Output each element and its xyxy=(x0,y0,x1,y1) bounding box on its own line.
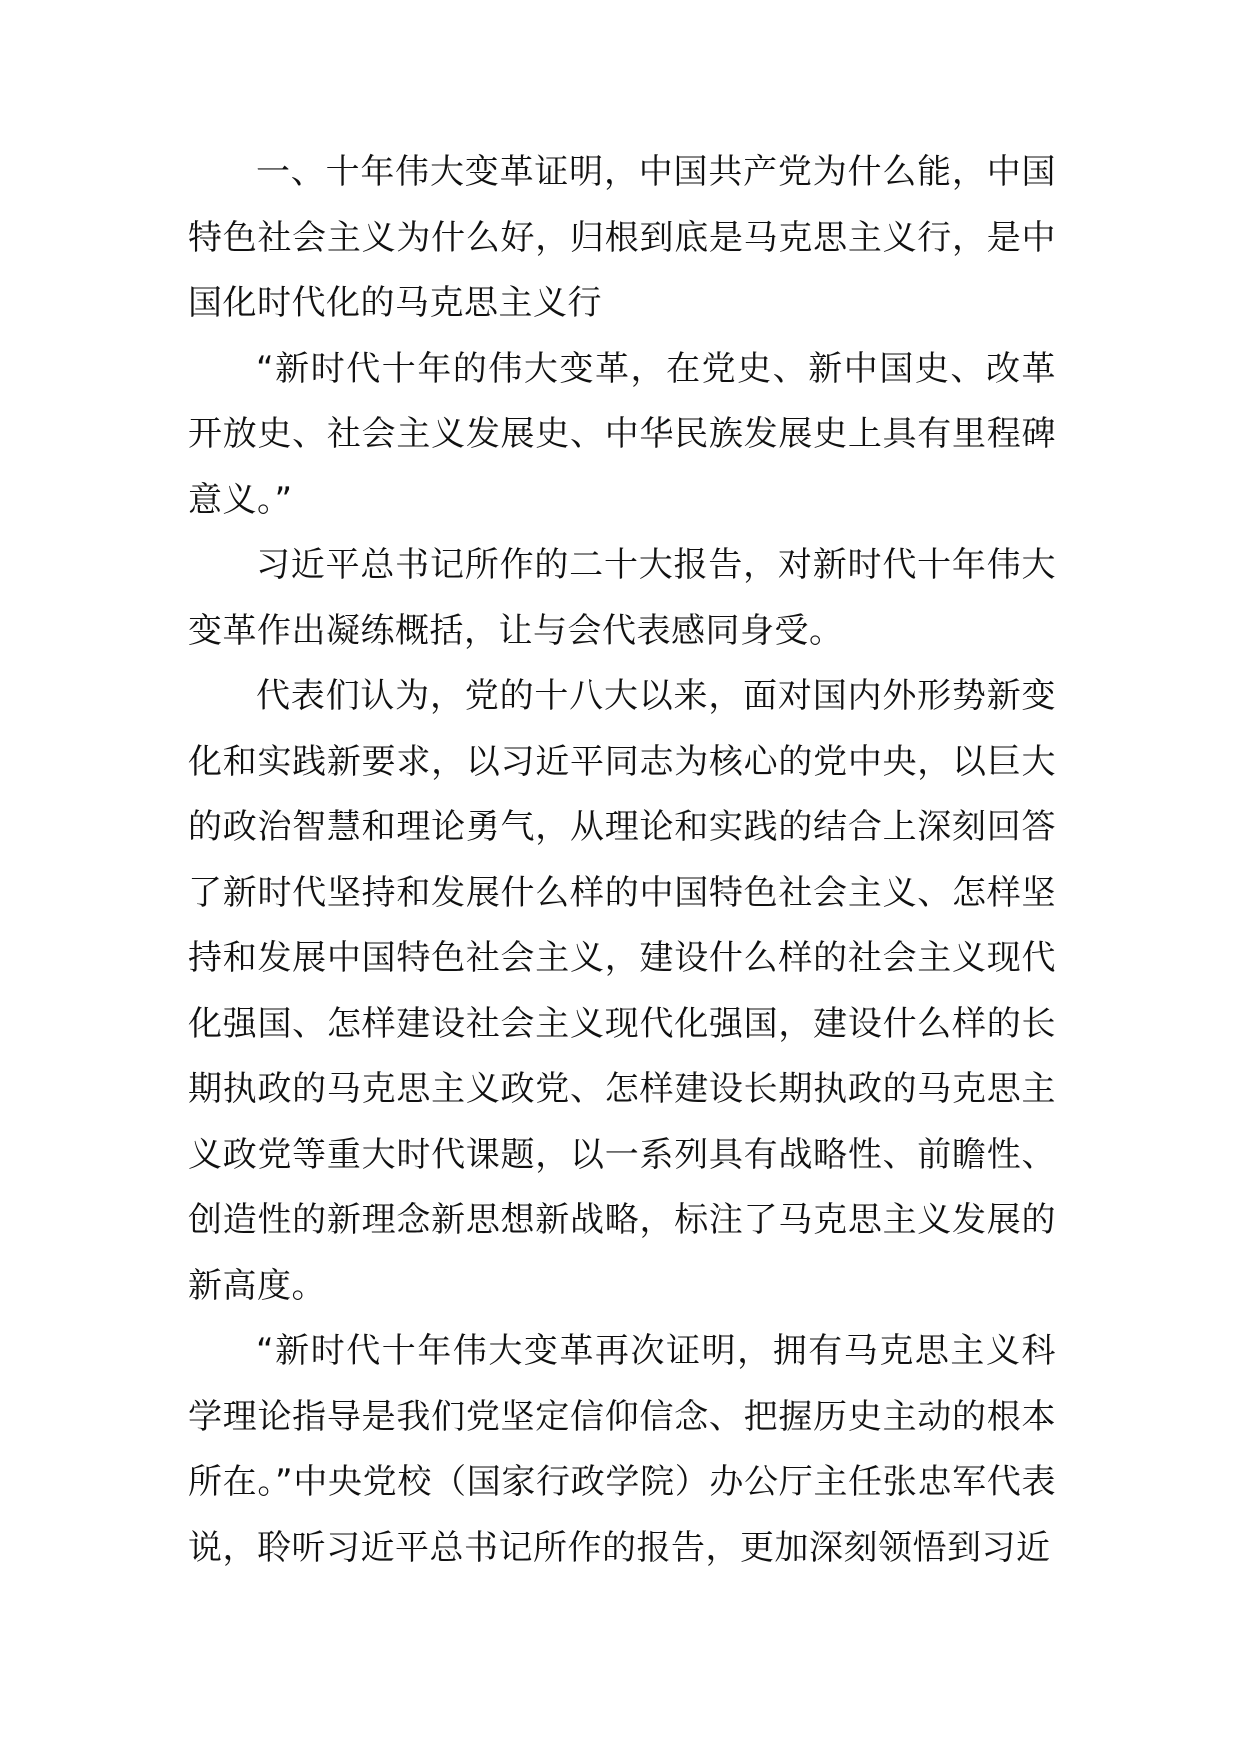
quote-paragraph: “新时代十年的伟大变革，在党史、新中国史、改革开放史、社会主义发展史、中华民族发展史上具有里程碑意义。” xyxy=(188,348,1056,520)
body-paragraph: “新时代十年伟大变革再次证明，拥有马克思主义科学理论指导是我们党坚定信仰信念、把握历史主动的根本所在。”中央党校（国家行政学院）办公厅主任张忠军代表说，聆听习近平总书记所作的报告，更加深刻领悟到习近 xyxy=(188,1331,1056,1568)
section-heading-paragraph: 一、十年伟大变革证明，中国共产党为什么能，中国特色社会主义为什么好，归根到底是马克思主义行，是中国化时代化的马克思主义行 xyxy=(188,152,1056,323)
body-paragraph: 习近平总书记所作的二十大报告，对新时代十年伟大变革作出凝练概括，让与会代表感同身受。 xyxy=(188,545,1056,651)
document-page xyxy=(188,140,1056,1581)
body-paragraph: 代表们认为，党的十八大以来，面对国内外形势新变化和实践新要求，以习近平同志为核心的党中央，以巨大的政治智慧和理论勇气，从理论和实践的结合上深刻回答了新时代坚持和发展什么样的中国特色社会主义、怎样坚持和发展中国特色社会主义，建设什么样的社会主义现代化强国、怎样建设社会主义现代化强国，建设什么样的长期执政的马克思主义政党、怎样建设长期执政的马克思主义政党等重大时代课题，以一系列具有战略性、前瞻性、创造性的新理念新思想新战略，标注了马克思主义发展的新高度。 xyxy=(188,676,1056,1306)
